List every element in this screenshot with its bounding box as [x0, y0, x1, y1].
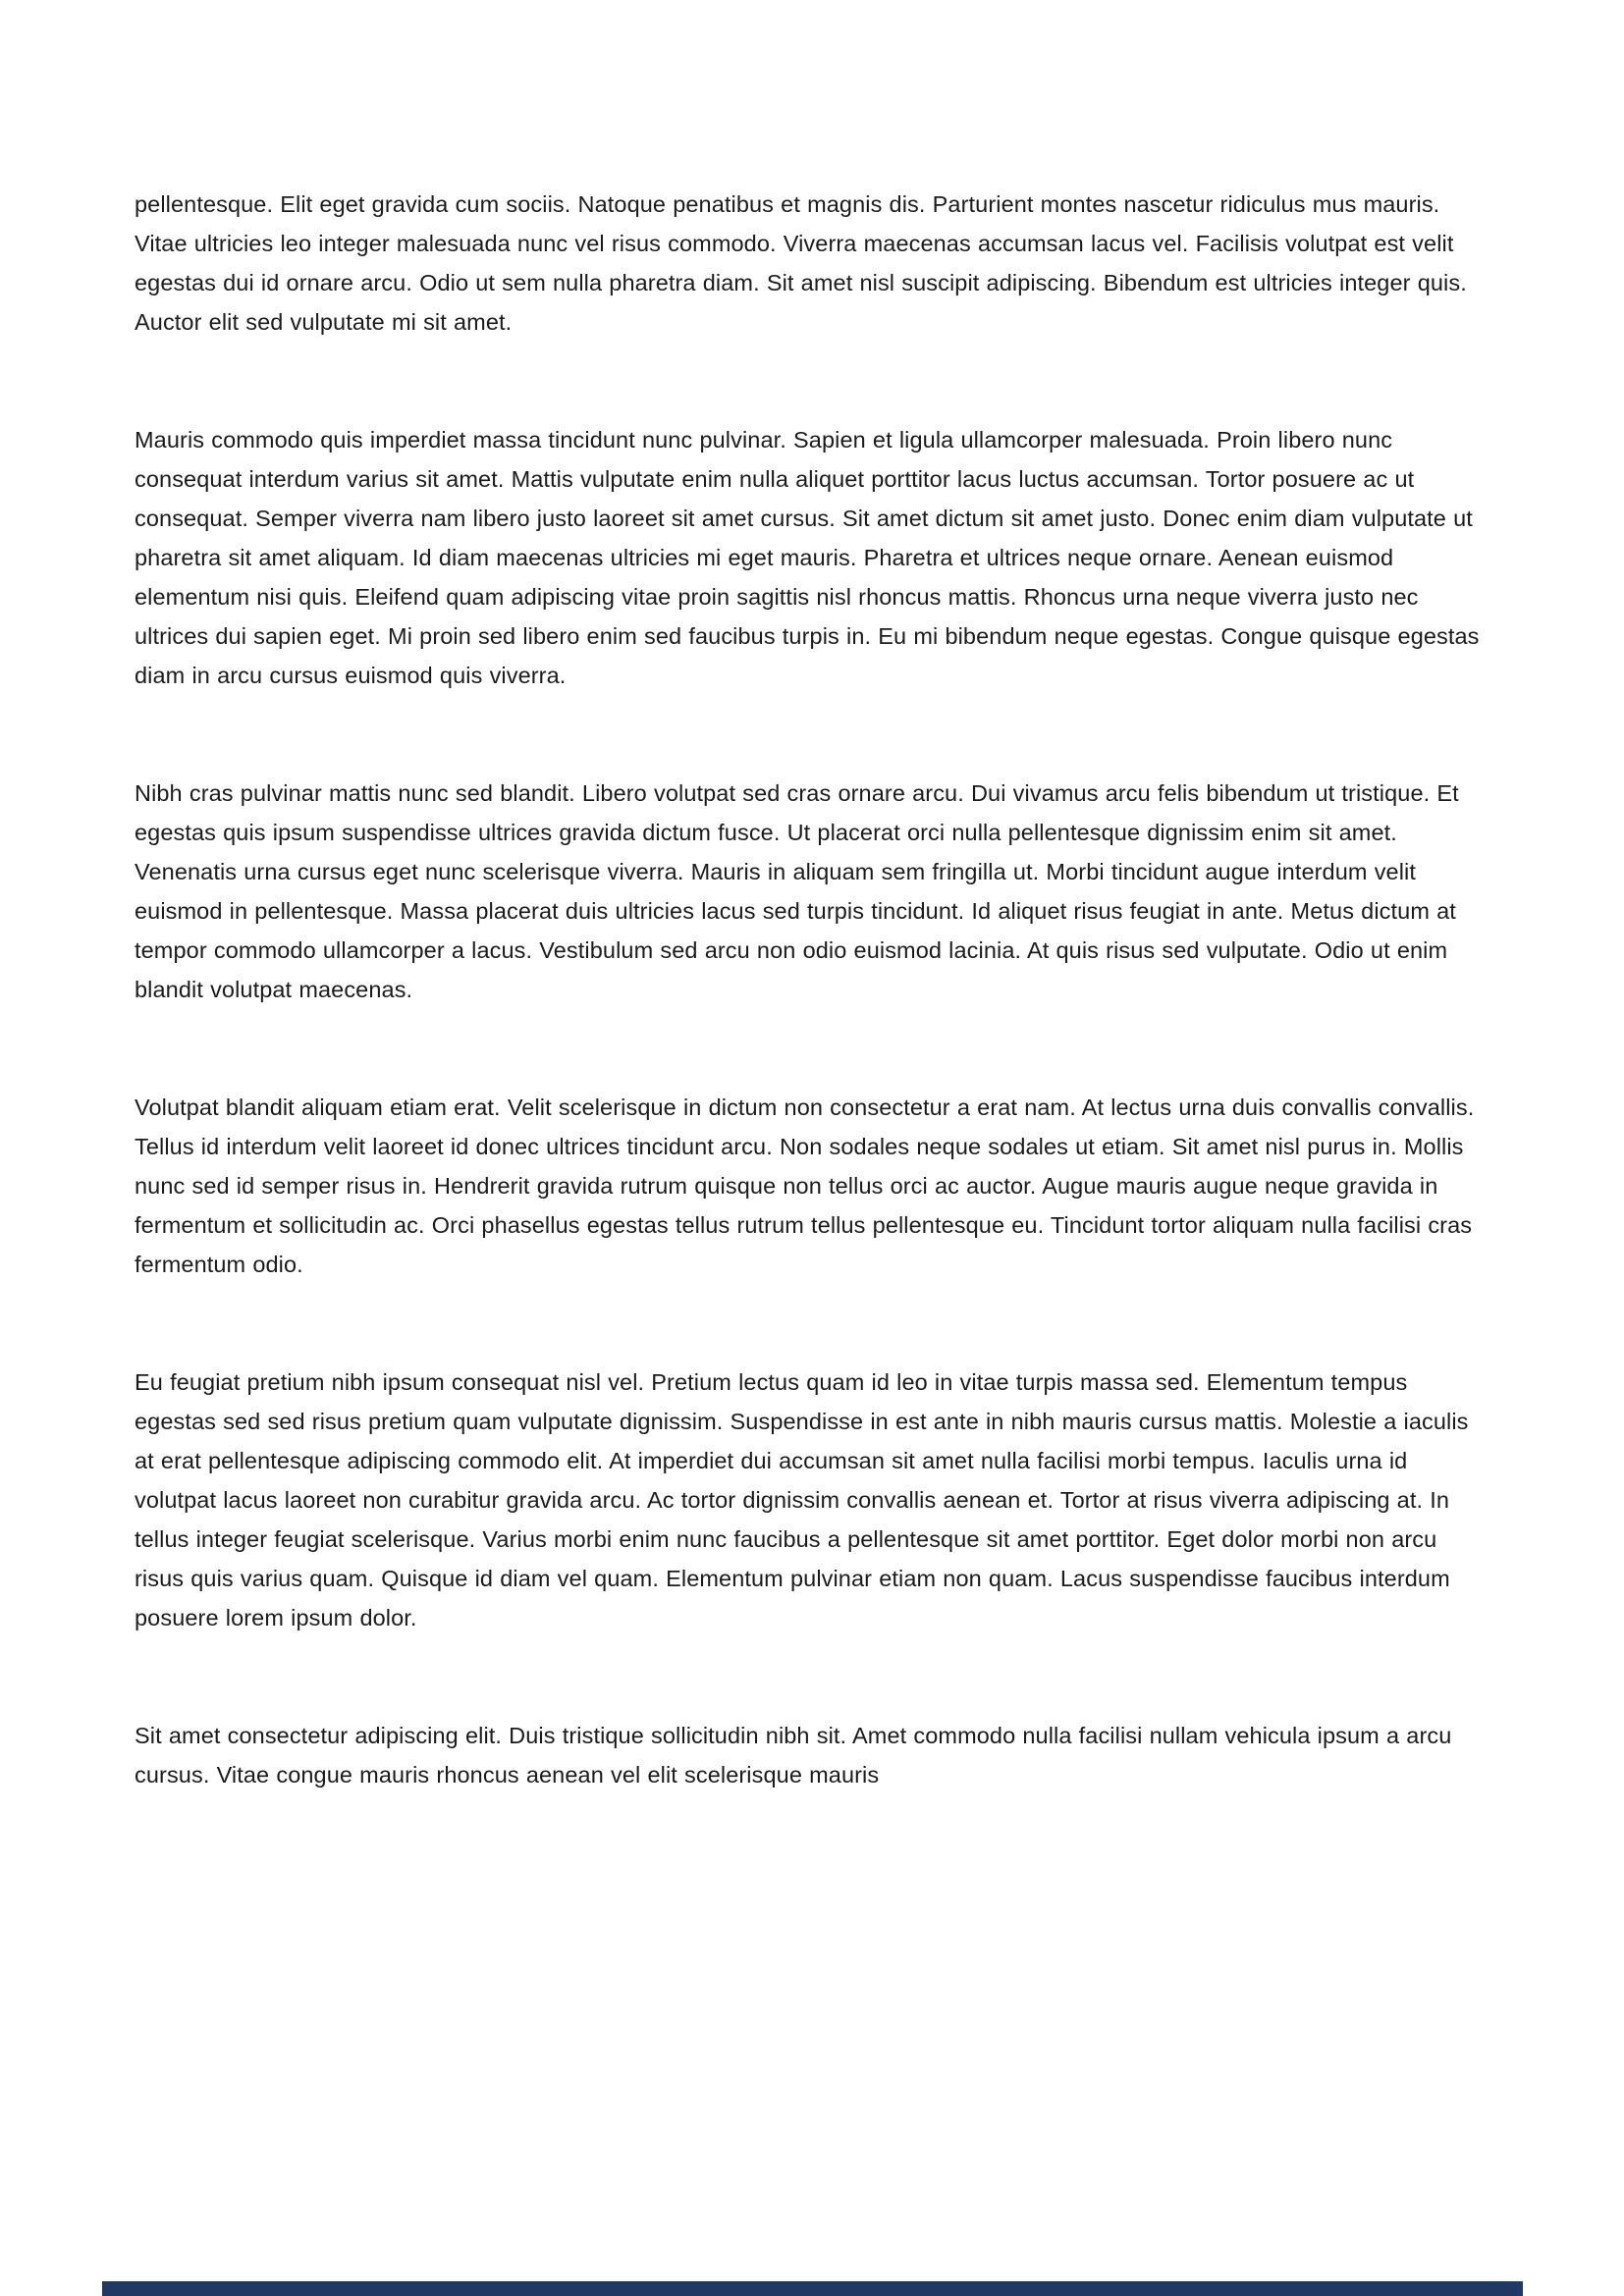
paragraph: Eu feugiat pretium nibh ipsum consequat nisl vel. Pretium lectus quam id leo in vitae turpis massa sed. Elementum tempus egestas sed sed risus pretium quam vulputate dignissim. Suspendisse in est ante in nibh mauris cursus mattis. Molestie a iaculis at erat pellentesque adipiscing commodo elit. At imperdiet dui accumsan sit amet nulla facilisi morbi tempus. Iaculis urna id volutpat lacus laoreet non curabitur gravida arcu. Ac tortor dignissim convallis aenean et. Tortor at risus viverra adipiscing at. In tellus integer feugiat scelerisque. Varius morbi enim nunc faucibus a pellentesque sit amet porttitor. Eget dolor morbi non arcu risus quis varius quam. Quisque id diam vel quam. Elementum pulvinar etiam non quam. Lacus suspendisse faucibus interdum posuere lorem ipsum dolor.: [135, 1369, 1469, 1630]
paragraph: pellentesque. Elit eget gravida cum sociis. Natoque penatibus et magnis dis. Parturient montes nascetur ridiculus mus mauris. Vitae ultricies leo integer malesuada nunc vel risus commodo. Viverra maecenas accumsan lacus vel. Facilisis volutpat est velit egestas dui id ornare arcu. Odio ut sem nulla pharetra diam. Sit amet nisl suscipit adipiscing. Bibendum est ultricies integer quis. Auctor elit sed vulputate mi sit amet.: [135, 191, 1467, 335]
document-body-text: [135, 185, 1491, 1794]
paragraph: Sit amet consectetur adipiscing elit. Duis tristique sollicitudin nibh sit. Amet commodo nulla facilisi nullam vehicula ipsum a arcu cursus. Vitae congue mauris rhoncus aenean vel elit scelerisque mauris: [135, 1723, 1452, 1788]
paragraph: Mauris commodo quis imperdiet massa tincidunt nunc pulvinar. Sapien et ligula ullamcorper malesuada. Proin libero nunc consequat interdum varius sit amet. Mattis vulputate enim nulla aliquet porttitor lacus luctus accumsan. Tortor posuere ac ut consequat. Semper viverra nam libero justo laoreet sit amet cursus. Sit amet dictum sit amet justo. Donec enim diam vulputate ut pharetra sit amet aliquam. Id diam maecenas ultricies mi eget mauris. Pharetra et ultrices neque ornare. Aenean euismod elementum nisi quis. Eleifend quam adipiscing vitae proin sagittis nisl rhoncus mattis. Rhoncus urna neque viverra justo nec ultrices dui sapien eget. Mi proin sed libero enim sed faucibus turpis in. Eu mi bibendum neque egestas. Congue quisque egestas diam in arcu cursus euismod quis viverra.: [135, 427, 1480, 688]
paragraph: Nibh cras pulvinar mattis nunc sed blandit. Libero volutpat sed cras ornare arcu. Dui vivamus arcu felis bibendum ut tristique. Et egestas quis ipsum suspendisse ultrices gravida dictum fusce. Ut placerat orci nulla pellentesque dignissim enim sit amet. Venenatis urna cursus eget nunc scelerisque viverra. Mauris in aliquam sem fringilla ut. Morbi tincidunt augue interdum velit euismod in pellentesque. Massa placerat duis ultricies lacus sed turpis tincidunt. Id aliquet risus feugiat in ante. Metus dictum at tempor commodo ullamcorper a lacus. Vestibulum sed arcu non odio euismod lacinia. At quis risus sed vulputate. Odio ut enim blandit volutpat maecenas.: [135, 780, 1459, 1002]
next-page-element-sliver: [102, 2281, 1523, 2296]
paragraph: Volutpat blandit aliquam etiam erat. Velit scelerisque in dictum non consectetur a erat nam. At lectus urna duis convallis convallis. Tellus id interdum velit laoreet id donec ultrices tincidunt arcu. Non sodales neque sodales ut etiam. Sit amet nisl purus in. Mollis nunc sed id semper risus in. Hendrerit gravida rutrum quisque non tellus orci ac auctor. Augue mauris augue neque gravida in fermentum et sollicitudin ac. Orci phasellus egestas tellus rutrum tellus pellentesque eu. Tincidunt tortor aliquam nulla facilisi cras fermentum odio.: [135, 1095, 1475, 1277]
